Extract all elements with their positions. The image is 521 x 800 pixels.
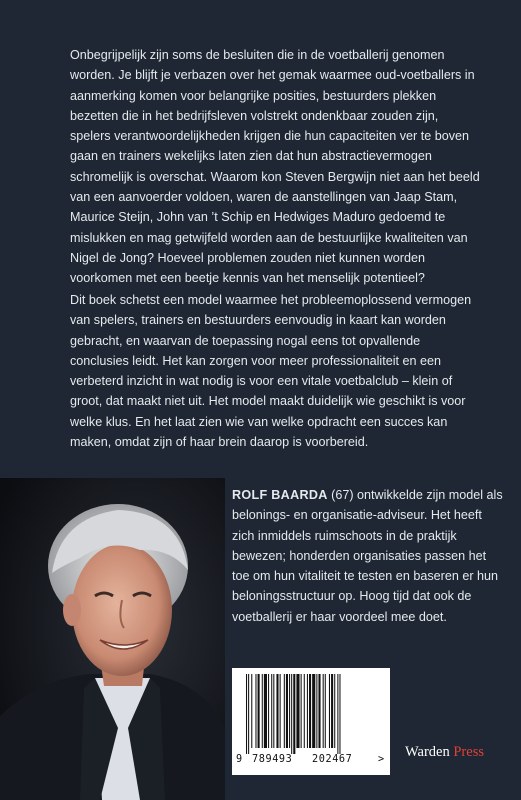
barcode-bar [307,674,308,748]
barcode-bar [255,674,256,748]
barcode-bar [331,674,333,748]
barcode-bar [268,674,269,748]
barcode-bar [248,674,249,754]
barcode-end-mark: > [378,754,385,765]
barcode-bar [312,674,315,748]
barcode-bar [262,674,263,748]
blurb-paragraph-1: Onbegrijpelijk zijn soms de besluiten die in de voetballerij genomen worden. Je blijft je verbazen over het gemak waarmee oud-voetballers in aanmerking komen voor belangrijke posities, bestuurders plekken bezetten die in het bedrijfsleven volstrekt ondenkbaar zouden zijn, spelers verantwoordelijkheden krijgen die hun capaciteiten ver te boven gaan en trainers wekelijks laten zien dat hun abstractievermogen schromelijk is overschat. Waarom kon Steven Bergwijn niet aan het beeld van een aanvoerder voldoen, waren de aanstellingen van Jaap Stam, Maurice Steijn, John van ’t Schip en Hedwiges Maduro gedoemd te mislukken en mag getwijfeld worden aan de bestuurlijke kwaliteiten van Nigel de Jong? Hoeveel problemen zouden niet kunnen worden voorkomen met een beetje kennis van het menselijk potentieel? [70,48,480,286]
barcode-bar [251,674,252,748]
barcode-bar [280,674,281,748]
barcode-bar [273,674,274,748]
author-name: ROLF BAARDA [232,488,328,502]
barcode-bar [309,674,311,748]
barcode-bars [232,668,390,756]
barcode-bar [301,674,302,748]
barcode-bar [284,674,285,748]
barcode-bar [325,674,326,748]
blurb-paragraph-2: Dit boek schetst een model waarmee het probleemoplossend vermogen van spelers, trainers en bestuurders eenvoudig in kaart kan worden gebracht, en waarvan de toepassing nogal eens tot opvallende conclusies leidt. Het kan zorgen voor meer professionaliteit en een verbeterd inzicht in wat nodig is voor een vitale voetbalclub – klein of groot, dat maakt niet uit. Het model maakt duidelijk wie geschikt is voor welke klus. En het laat zien wie van welke opdracht een succes kan maken, omdat zijn of haar brein daarop is voorbereid. [70,293,472,450]
barcode-bar [334,674,335,748]
barcode-bar [246,674,247,754]
barcode-bar [289,674,290,748]
barcode-bar [293,674,295,754]
barcode-group-1: 789493 [252,754,293,765]
barcode-bar [296,674,299,748]
author-bio-text: (67) ontwikkelde zijn model als belonings- en organisatie-adviseur. Het heeft zich inmiddels ruimschoots in de praktijk bewezen; honderden organisaties passen het toe om hun vitaliteit te testen en baseren er hun beloningsstructuur op. Hoog tijd dat ook de voetballerij er haar voordeel mee doet. [232,488,503,624]
barcode-first-digit: 9 [236,754,243,765]
publisher-logo [405,744,484,761]
barcode-bar [323,674,324,748]
barcode-group-2: 202467 [312,754,353,765]
barcode-bar [276,674,278,748]
publisher-name-part-2: Press [453,744,484,760]
barcode-bar [337,674,338,754]
barcode-bar [329,674,330,748]
author-photo [0,478,225,800]
author-bio [232,485,504,627]
barcode-bar [286,674,288,748]
barcode-bar [264,674,267,748]
barcode-bar [304,674,305,748]
barcode-bar [318,674,320,748]
barcode-bar [316,674,317,748]
barcode-bar [291,674,292,754]
isbn-barcode [232,668,390,775]
barcode-bar [339,674,340,754]
publisher-name-part-1: Warden [405,744,450,760]
barcode-bar [271,674,272,748]
barcode-bar [258,674,260,748]
author-portrait-image [0,478,225,800]
